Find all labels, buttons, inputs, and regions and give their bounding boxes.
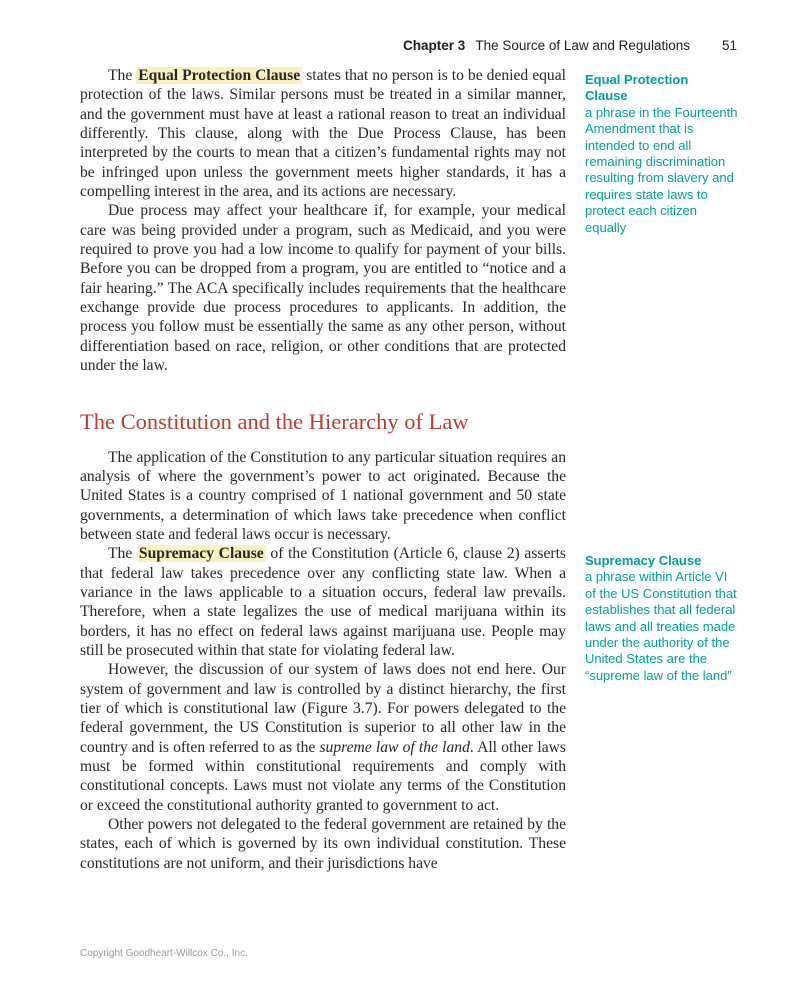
paragraph: [80, 815, 566, 873]
text-run: Other powers not delegated to the federal government are retained by the states, each of which is governed by its own individual constitution. These constitutions are not uniform, and their jurisdictions have: [80, 816, 566, 872]
text-run: of the Constitution (Article 6, clause 2) asserts that federal law takes precedence over any conflicting state law. When a variance in the laws applicable to a situation occurs, federal law prevails. Therefore, when a state legalizes the use of medical marijuana within its borders, it has no effect on federal laws against marijuana use. People may still be prosecuted within that state for violating federal law.: [80, 545, 566, 659]
chapter-title: The Source of Law and Regulations: [475, 38, 690, 53]
page-number: 51: [721, 38, 737, 53]
text-run: states that no person is to be denied equal protection of the laws. Similar persons must be treated in a similar manner, and the government must have at least a rational reason to treat an individual differently. This clause, along with the Due Process Clause, has been interpreted by the courts to mean that a citizen’s fundamental rights may not be infringed upon unless the government meets higher standards, it has a compelling interest in the area, and its actions are necessary.: [80, 67, 566, 201]
definition-text: a phrase in the Fourteenth Amendment that is intended to end all remaining discrimination resulting from slavery and requires state laws to protect each citizen equally: [585, 104, 738, 235]
text-run: However, the discussion of our system of laws does not end here. Our system of government and law is controlled by a distinct hierarchy, the first tier of which is constitutional law (Figure 3.7). For powers delegated to the federal government, the US Constitution is superior to all other law in the country and is often referred to as the: [80, 661, 566, 756]
section-heading: The Constitution and the Hierarchy of Law: [80, 408, 469, 434]
definition-text: a phrase within Article VI of the US Constitution that establishes that all federal laws and all treaties made under the authority of the United States are the “supreme law of the land”: [585, 569, 737, 683]
definition-term: Supremacy Clause: [585, 553, 702, 568]
article-body: [80, 66, 566, 873]
text-run: The: [108, 67, 137, 84]
margin-definition-supremacy-clause: [585, 553, 741, 684]
text-run: The: [108, 545, 137, 563]
key-term-highlight: Supremacy Clause: [138, 545, 264, 563]
paragraph: [80, 544, 566, 660]
italic-phrase: supreme law of the land: [319, 738, 470, 756]
key-term-highlight: Equal Protection Clause: [138, 67, 301, 84]
paragraph: [80, 66, 566, 201]
copyright-notice: Copyright Goodheart-Willcox Co., Inc.: [80, 948, 248, 959]
chapter-label: Chapter 3: [403, 38, 466, 53]
text-run: The application of the Constitution to any particular situation requires an analysis of where the government’s power to act originated. Because the United States is a country comprised of 1 national government and 50 state governments, a determination of which laws take precedence when conflict between state and federal laws occur is necessary.: [80, 448, 566, 543]
running-head: [403, 38, 737, 53]
text-run: . All other laws must be formed within constitutional requirements and comply with constitutional concepts. Laws must not violate any terms of the Constitution or exceed the constitutional authority granted to government to act.: [80, 738, 566, 814]
definition-term: Equal Protection Clause: [585, 72, 689, 104]
paragraph: [80, 660, 566, 815]
paragraph: [80, 448, 566, 545]
paragraph: [80, 201, 566, 375]
margin-definition-equal-protection-clause: [585, 72, 741, 236]
text-run: Due process may affect your healthcare if, for example, your medical care was being provided under a program, such as Medicaid, and you were required to prove you had a low income to qualify for payment of your bills. Before you can be dropped from a program, you are entitled to “notice and a fair hearing.” The ACA specifically includes requirements that the healthcare exchange provide due process procedures to applicants. In addition, the process you follow must be essentially the same as any other person, without differentiation based on race, religion, or other conditions that are protected under the law.: [80, 202, 566, 375]
